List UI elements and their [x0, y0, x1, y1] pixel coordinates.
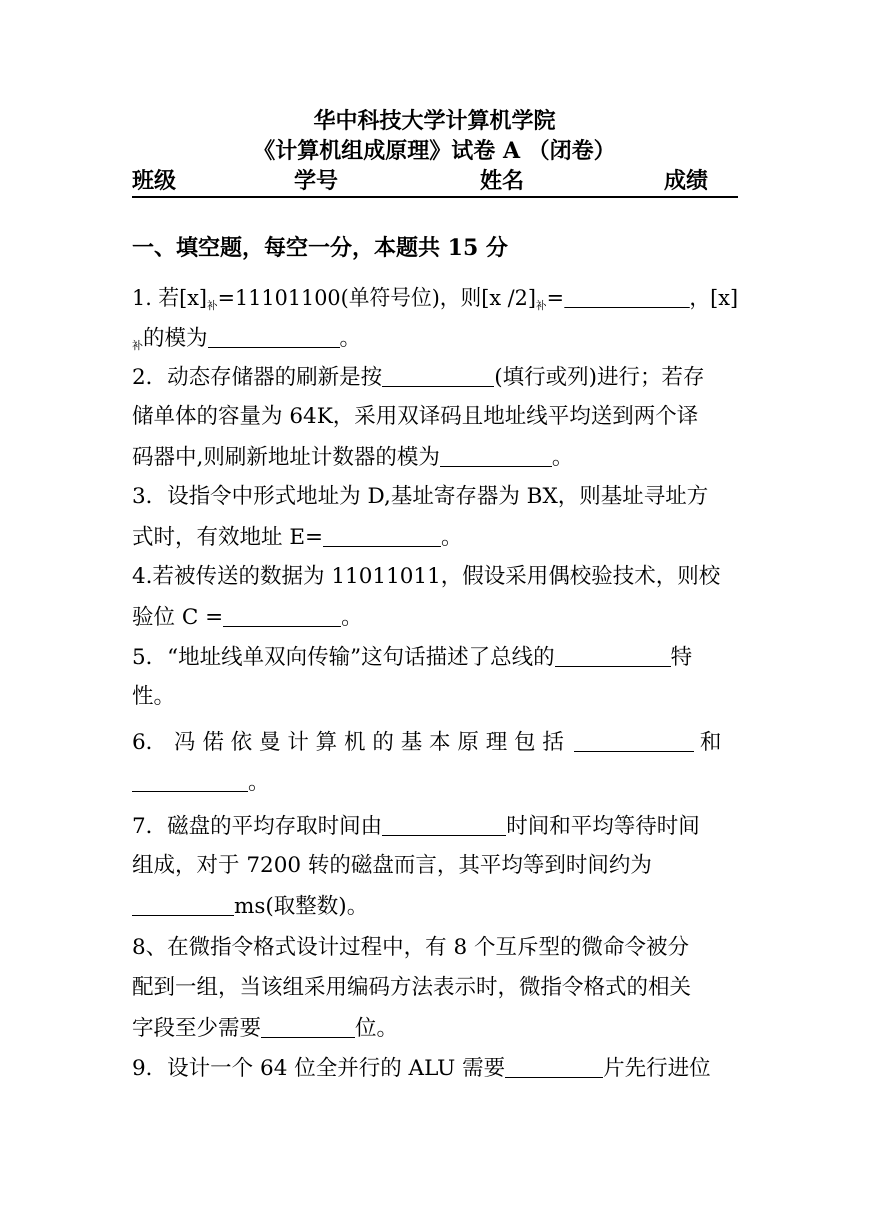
- question-2-line-1: 2．动态存储器的刷新是按 (填行或列)进行；若存: [132, 362, 738, 393]
- answer-blank: [132, 767, 248, 792]
- question-3-line-2: 式时，有效地址 E= 。: [132, 522, 738, 553]
- answer-blank: [132, 891, 234, 916]
- question-7-line-2: 组成，对于 7200 转的磁盘而言，其平均等到时间约为: [132, 853, 652, 878]
- answer-blank: [440, 442, 552, 467]
- student-info-line: [132, 166, 738, 198]
- score-label: 成绩: [664, 168, 709, 194]
- section-title: 一、填空题，每空一分，本题共 15 分: [132, 235, 508, 261]
- question-8-line-2: 配到一组，当该组采用编码方法表示时，微指令格式的相关: [132, 975, 692, 1000]
- exam-title: 《计算机组成原理》试卷 A （闭卷）: [253, 138, 616, 164]
- question-5-line-1: 5．“地址线单双向传输”这句话描述了总线的 特: [132, 642, 738, 673]
- answer-blank: [574, 727, 694, 752]
- answer-blank: [323, 522, 441, 547]
- answer-blank: [223, 602, 341, 627]
- name-label: 姓名: [480, 168, 525, 194]
- question-9-line-1: 9．设计一个 64 位全并行的 ALU 需要 片先行进位: [132, 1053, 738, 1084]
- question-6-line-2: 。: [132, 767, 738, 798]
- answer-blank: [208, 323, 340, 348]
- answer-blank: [564, 283, 689, 308]
- answer-blank: [261, 1013, 355, 1038]
- question-4-line-2: 验位 C = 。: [132, 602, 738, 633]
- answer-blank: [382, 362, 494, 387]
- question-2-line-3: 码器中,则刷新地址计数器的模为 。: [132, 442, 738, 473]
- class-label: 班级: [132, 168, 177, 194]
- question-8-line-3: 字段至少需要 位。: [132, 1013, 738, 1044]
- school-title: 华中科技大学计算机学院: [313, 108, 556, 134]
- answer-blank: [505, 1053, 603, 1078]
- question-5-line-2: 性。: [132, 684, 176, 709]
- answer-blank: [382, 811, 506, 836]
- question-7-line-1: 7．磁盘的平均存取时间由 时间和平均等待时间: [132, 811, 738, 842]
- question-6-line-1: 6． 冯 偌 依 曼 计 算 机 的 基 本 原 理 包 括 和: [132, 727, 738, 758]
- question-2-line-2: 储单体的容量为 64K，采用双译码且地址线平均送到两个译: [132, 404, 699, 429]
- question-4-line-1: 4.若被传送的数据为 11011011，假设采用偶校验技术，则校: [132, 564, 721, 589]
- question-3-line-1: 3．设指令中形式地址为 D,基址寄存器为 BX，则基址寻址方: [132, 484, 709, 509]
- student-id-label: 学号: [294, 168, 339, 194]
- question-7-line-3: ms(取整数)。: [132, 891, 738, 922]
- question-1-line-1: 1. 若$[x]_补=11101100$(单符号位)，则[x $/2]_补=$ ，[x]: [132, 283, 717, 321]
- question-8-line-1: 8、在微指令格式设计过程中，有 8 个互斥型的微命令被分: [132, 935, 690, 960]
- question-1-line-2: $_补$的模为 。: [132, 323, 738, 361]
- answer-blank: [555, 642, 671, 667]
